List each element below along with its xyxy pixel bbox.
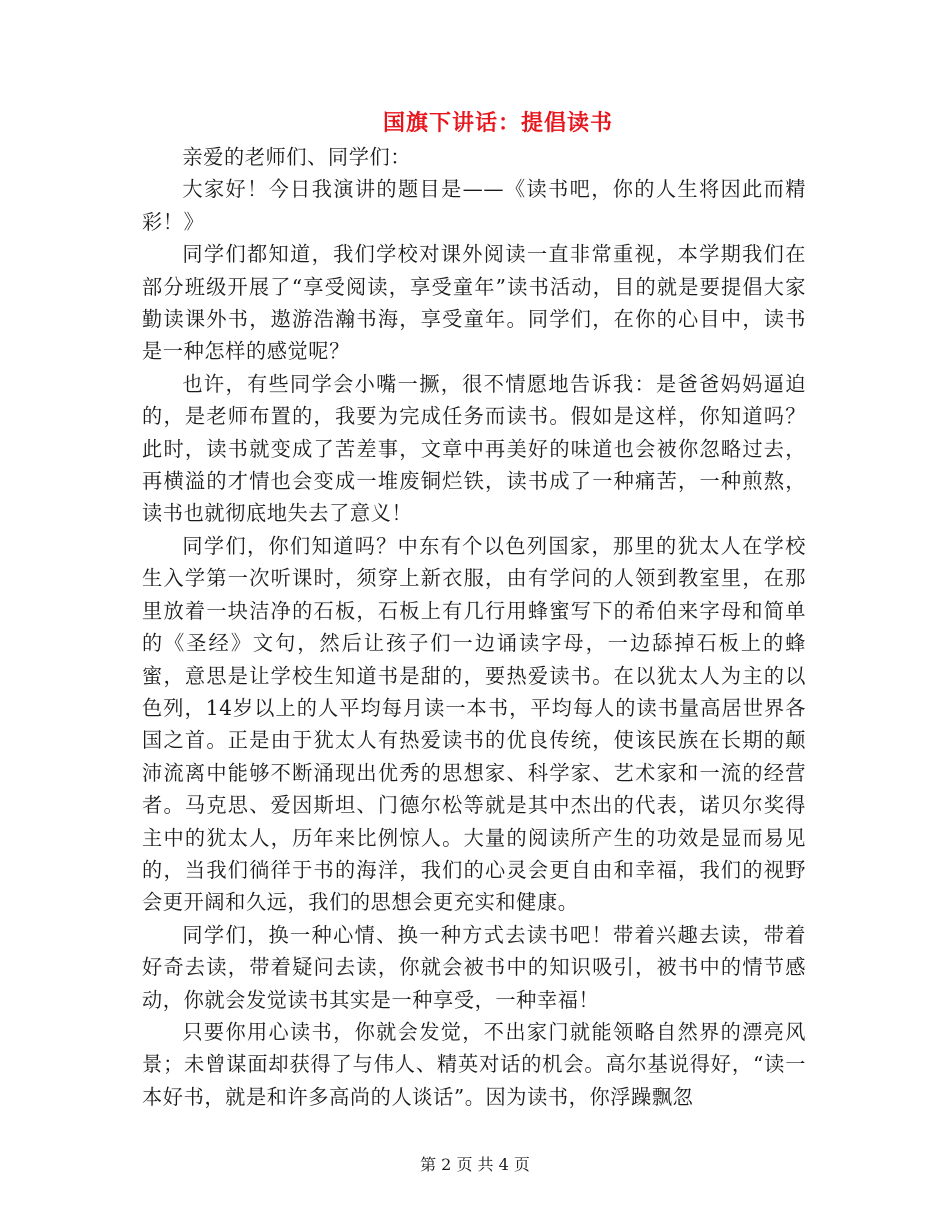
- body-paragraph: 同学们，换一种心情、换一种方式去读书吧！带着兴趣去读，带着好奇去读，带着疑问去读，你就会被书中的知识吸引，被书中的情节感动，你就会发觉读书其实是一种享受，一种幸福！: [142, 922, 806, 1012]
- body-paragraph: 也许，有些同学会小嘴一撅，很不情愿地告诉我：是爸爸妈妈逼迫的，是老师布置的，我要为完成任务而读书。假如是这样，你知道吗？此时，读书就变成了苦差事，文章中再美好的味道也会被你忽略过去，再横溢的才情也会变成一堆废铜烂铁，读书成了一种痛苦，一种煎熬，读书也就彻底地失去了意义！: [142, 371, 806, 526]
- document-title: 国旗下讲话：提倡读书: [382, 110, 613, 136]
- body-paragraph: 同学们都知道，我们学校对课外阅读一直非常重视，本学期我们在部分班级开展了“享受阅读，享受童年”读书活动，目的就是要提倡大家勤读课外书，遨游浩瀚书海，享受童年。同学们，在你的心目中，读书是一种怎样的感觉呢？: [142, 242, 806, 364]
- body-paragraph: 同学们，你们知道吗？中东有个以色列国家，那里的犹太人在学校生入学第一次听课时，须穿上新衣服，由有学问的人领到教室里，在那里放着一块洁净的石板，石板上有几行用蜂蜜写下的希伯来字母和简单的《圣经》文句，然后让孩子们一边诵读字母，一边舔掉石板上的蜂蜜，意思是让学校生知道书是甜的，要热爱读书。在以犹太人为主的以色列，14岁以上的人平均每月读一本书，平均每人的读书量高居世界各国之首。正是由于犹太人有热爱读书的优良传统，使该民族在长期的颠沛流离中能够不断涌现出优秀的思想家、科学家、艺术家和一流的经营者。马克思、爱因斯坦、门德尔松等就是其中杰出的代表，诺贝尔奖得主中的犹太人，历年来比例惊人。大量的阅读所产生的功效是显而易见的，当我们徜徉于书的海洋，我们的心灵会更自由和幸福，我们的视野会更开阔和久远，我们的思想会更充实和健康。: [142, 533, 806, 915]
- body-paragraph: 只要你用心读书，你就会发觉，不出家门就能领略自然界的漂亮风景；未曾谋面却获得了与伟人、精英对话的机会。高尔基说得好，“读一本好书，就是和许多高尚的人谈话”。因为读书，你浮躁飘忽: [142, 1019, 806, 1109]
- document-body: [142, 141, 806, 1113]
- page-footer: [0, 1153, 950, 1177]
- greeting-paragraph: 亲爱的老师们、同学们：: [182, 145, 412, 169]
- page-number: 第 2 页 共 4 页: [420, 1155, 530, 1174]
- body-paragraph: 大家好！今日我演讲的题目是——《读书吧，你的人生将因此而精彩！》: [142, 177, 806, 234]
